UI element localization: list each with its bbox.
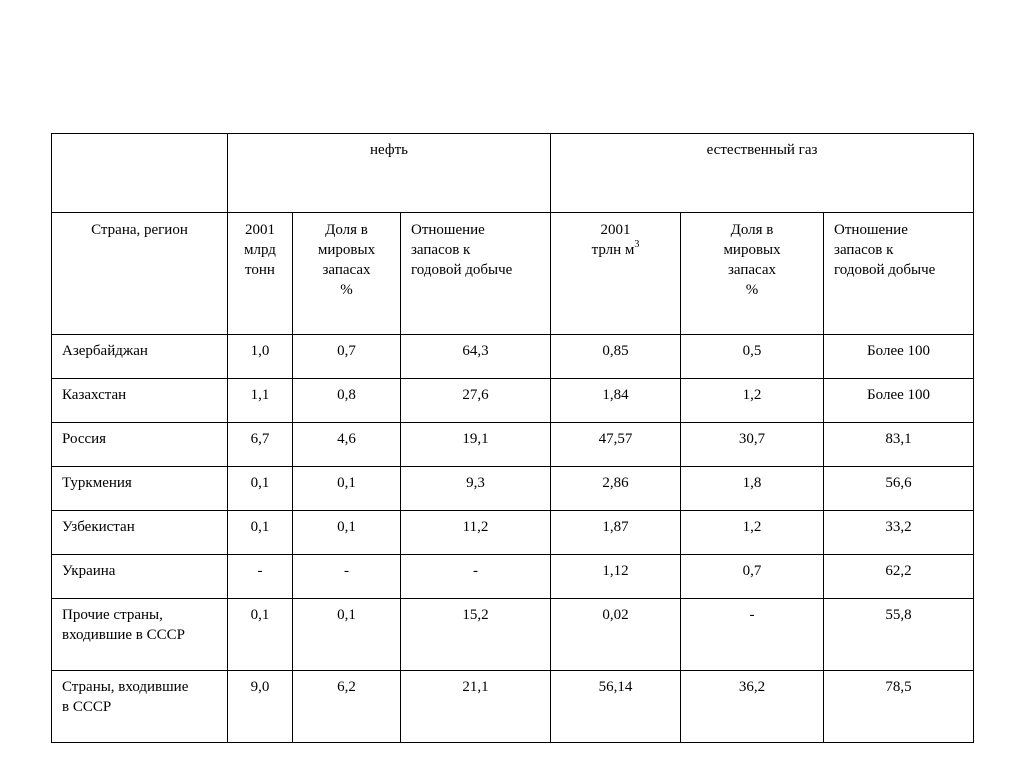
region-cell: Туркмения bbox=[52, 467, 228, 511]
oil-2001-cell: 0,1 bbox=[228, 599, 293, 671]
gas-2001-cell: 1,84 bbox=[551, 379, 681, 423]
table-total-row bbox=[52, 671, 974, 743]
region-cell: Азербайджан bbox=[52, 335, 228, 379]
corner-cell bbox=[52, 134, 228, 213]
oil-ratio-cell: 9,3 bbox=[401, 467, 551, 511]
gas-group-header: естественный газ bbox=[551, 134, 974, 213]
gas-2001-cell: 0,85 bbox=[551, 335, 681, 379]
oil-ratio-cell: 11,2 bbox=[401, 511, 551, 555]
table-row bbox=[52, 335, 974, 379]
gas-ratio-cell: 78,5 bbox=[824, 671, 974, 743]
region-cell: Россия bbox=[52, 423, 228, 467]
region-cell: Украина bbox=[52, 555, 228, 599]
region-cell: Прочие страны, входившие в СССР bbox=[52, 599, 228, 671]
gas-2001-cell: 47,57 bbox=[551, 423, 681, 467]
table-row bbox=[52, 467, 974, 511]
cubic-superscript: 3 bbox=[634, 239, 640, 250]
oil-ratio-cell: 21,1 bbox=[401, 671, 551, 743]
oil-2001-cell: 1,1 bbox=[228, 379, 293, 423]
oil-share-cell: 0,1 bbox=[293, 467, 401, 511]
column-header-row bbox=[52, 213, 974, 335]
gas-share-cell: 1,8 bbox=[681, 467, 824, 511]
gas-ratio-cell: 83,1 bbox=[824, 423, 974, 467]
oil-share-header: Доля в мировых запасах % bbox=[293, 213, 401, 335]
oil-ratio-header: Отношение запасов к годовой добыче bbox=[401, 213, 551, 335]
region-cell: Узбекистан bbox=[52, 511, 228, 555]
gas-share-cell: 1,2 bbox=[681, 511, 824, 555]
gas-share-cell: 0,7 bbox=[681, 555, 824, 599]
gas-share-cell: 30,7 bbox=[681, 423, 824, 467]
gas-2001-cell: 1,12 bbox=[551, 555, 681, 599]
gas-ratio-cell: 33,2 bbox=[824, 511, 974, 555]
gas-share-cell: 1,2 bbox=[681, 379, 824, 423]
region-cell: Казахстан bbox=[52, 379, 228, 423]
table-row bbox=[52, 511, 974, 555]
oil-ratio-cell: 15,2 bbox=[401, 599, 551, 671]
gas-ratio-cell: Более 100 bbox=[824, 379, 974, 423]
oil-ratio-cell: 19,1 bbox=[401, 423, 551, 467]
oil-share-cell: 4,6 bbox=[293, 423, 401, 467]
table-row bbox=[52, 555, 974, 599]
table-row bbox=[52, 599, 974, 671]
gas-ratio-header: Отношение запасов к годовой добыче bbox=[824, 213, 974, 335]
oil-2001-cell: 6,7 bbox=[228, 423, 293, 467]
oil-share-cell: 0,7 bbox=[293, 335, 401, 379]
table-row bbox=[52, 423, 974, 467]
oil-share-cell: 0,1 bbox=[293, 511, 401, 555]
gas-2001-cell: 1,87 bbox=[551, 511, 681, 555]
gas-ratio-cell: 56,6 bbox=[824, 467, 974, 511]
oil-group-header: нефть bbox=[228, 134, 551, 213]
gas-2001-cell: 2,86 bbox=[551, 467, 681, 511]
table-row bbox=[52, 379, 974, 423]
reserves-table bbox=[51, 133, 974, 743]
oil-2001-cell: 0,1 bbox=[228, 511, 293, 555]
oil-share-cell: - bbox=[293, 555, 401, 599]
oil-2001-header: 2001 млрд тонн bbox=[228, 213, 293, 335]
oil-2001-cell: 1,0 bbox=[228, 335, 293, 379]
oil-share-cell: 0,8 bbox=[293, 379, 401, 423]
oil-ratio-cell: 27,6 bbox=[401, 379, 551, 423]
gas-ratio-cell: Более 100 bbox=[824, 335, 974, 379]
oil-share-cell: 6,2 bbox=[293, 671, 401, 743]
oil-2001-cell: 9,0 bbox=[228, 671, 293, 743]
oil-share-cell: 0,1 bbox=[293, 599, 401, 671]
oil-2001-cell: 0,1 bbox=[228, 467, 293, 511]
gas-ratio-cell: 55,8 bbox=[824, 599, 974, 671]
gas-ratio-cell: 62,2 bbox=[824, 555, 974, 599]
gas-2001-header: 2001 трлн $м^3$ bbox=[551, 213, 681, 335]
gas-share-cell: - bbox=[681, 599, 824, 671]
gas-share-header: Доля в мировых запасах % bbox=[681, 213, 824, 335]
region-cell: Страны, входившие в СССР bbox=[52, 671, 228, 743]
gas-2001-cell: 0,02 bbox=[551, 599, 681, 671]
oil-2001-cell: - bbox=[228, 555, 293, 599]
gas-share-cell: 36,2 bbox=[681, 671, 824, 743]
oil-ratio-cell: - bbox=[401, 555, 551, 599]
gas-2001-cell: 56,14 bbox=[551, 671, 681, 743]
oil-ratio-cell: 64,3 bbox=[401, 335, 551, 379]
region-header: Страна, регион bbox=[52, 213, 228, 335]
group-header-row bbox=[52, 134, 974, 213]
gas-share-cell: 0,5 bbox=[681, 335, 824, 379]
